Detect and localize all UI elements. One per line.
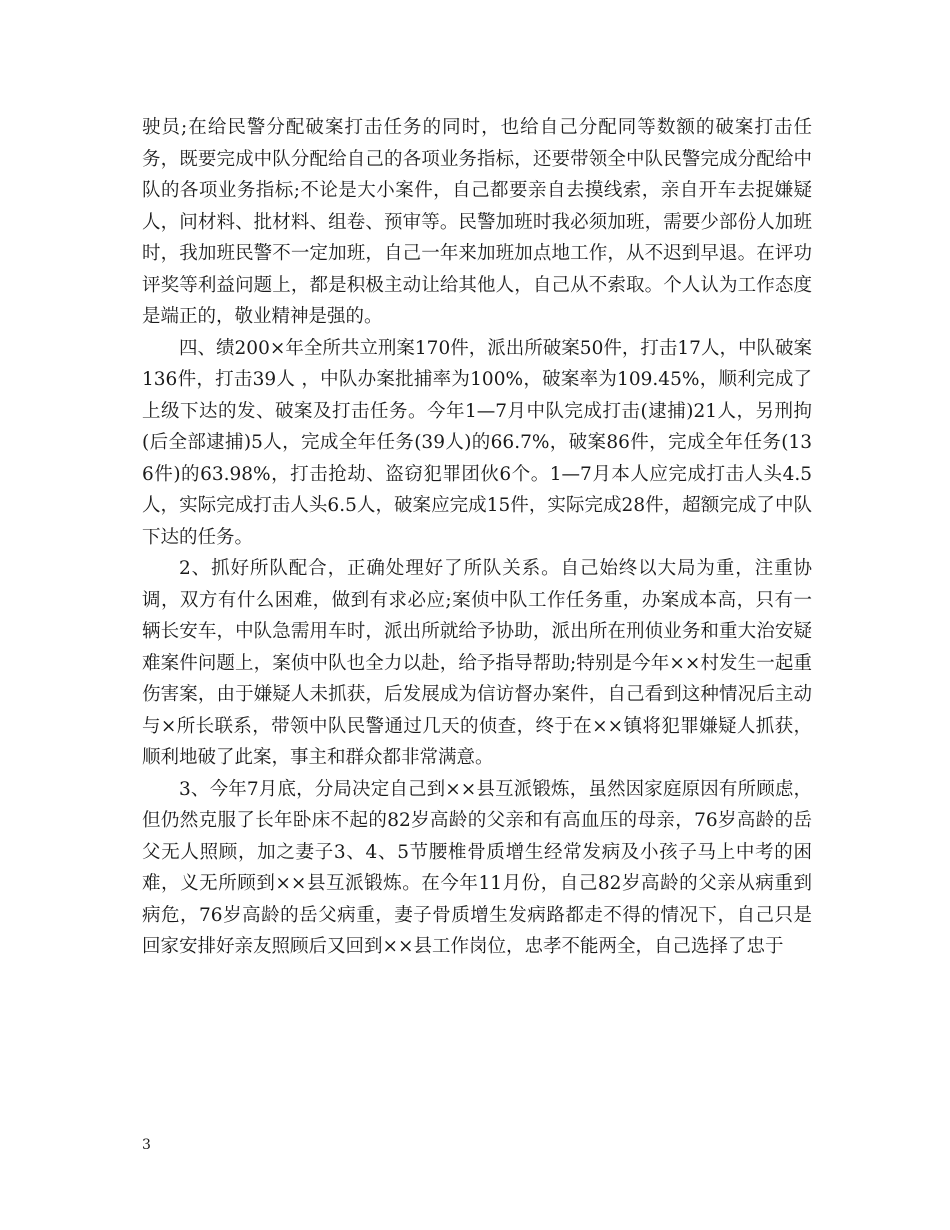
paragraph-exchange-training: 3、今年7月底，分局决定自己到××县互派锻炼，虽然因家庭原因有所顾虑，但仍然克服了长年卧床不起的82岁高龄的父亲和有高血压的母亲，76岁高龄的岳父无人照顾，加之妻子3、4、5节腰椎骨质增生经常发病及小孩子马上中考的困难，义无所顾到××县互派锻炼。在今年11月份，自己82岁高龄的父亲从病重到病危，76岁高龄的岳父病重，妻子骨质增生发病路都走不得的情况下，自己只是回家安排好亲友照顾后又回到××县工作岗位，忠孝不能两全，自己选择了忠于	[142, 778, 812, 957]
page-number: 3	[142, 1137, 151, 1153]
paragraph-performance: 四、绩200×年全所共立刑案170件，派出所破案50件，打击17人，中队破案136件，打击39人 ，中队办案批捕率为100%，破案率为109.45%，顺利完成了上级下达的发、破案及打击任务。今年1—7月中队完成打击(逮捕)21人，另刑拘(后全部逮捕)5人，完成全年任务(39人)的66.7%，破案86件，完成全年任务(136件)的63.98%，打击抢劫、盗窃犯罪团伙6个。1—7月本人应完成打击人头4.5人，实际完成打击人头6.5人，破案应完成15件，实际完成28件，超额完成了中队下达的任务。	[142, 337, 812, 548]
document-body	[142, 112, 812, 963]
paragraph-continuation: 驶员;在给民警分配破案打击任务的同时，也给自己分配同等数额的破案打击任务，既要完成中队分配给自己的各项业务指标，还要带领全中队民警完成分配给中队的各项业务指标;不论是大小案件，自己都要亲自去摸线索，亲自开车去捉嫌疑人，问材料、批材料、组卷、预审等。民警加班时我必须加班，需要少部份人加班时，我加班民警不一定加班，自己一年来加班加点地工作，从不迟到早退。在评功评奖等利益问题上，都是积极主动让给其他人，自己从不索取。个人认为工作态度是端正的，敬业精神是强的。	[142, 117, 812, 327]
paragraph-cooperation: 2、抓好所队配合，正确处理好了所队关系。自己始终以大局为重，注重协调，双方有什么困难，做到有求必应;案侦中队工作任务重，办案成本高，只有一辆长安车，中队急需用车时，派出所就给予协助，派出所在刑侦业务和重大治安疑难案件问题上，案侦中队也全力以赴，给予指导帮助;特别是今年××村发生一起重伤害案，由于嫌疑人未抓获，后发展成为信访督办案件，自己看到这种情况后主动与×所长联系，带领中队民警通过几天的侦查，终于在××镇将犯罪嫌疑人抓获，顺利地破了此案，事主和群众都非常满意。	[142, 558, 812, 768]
